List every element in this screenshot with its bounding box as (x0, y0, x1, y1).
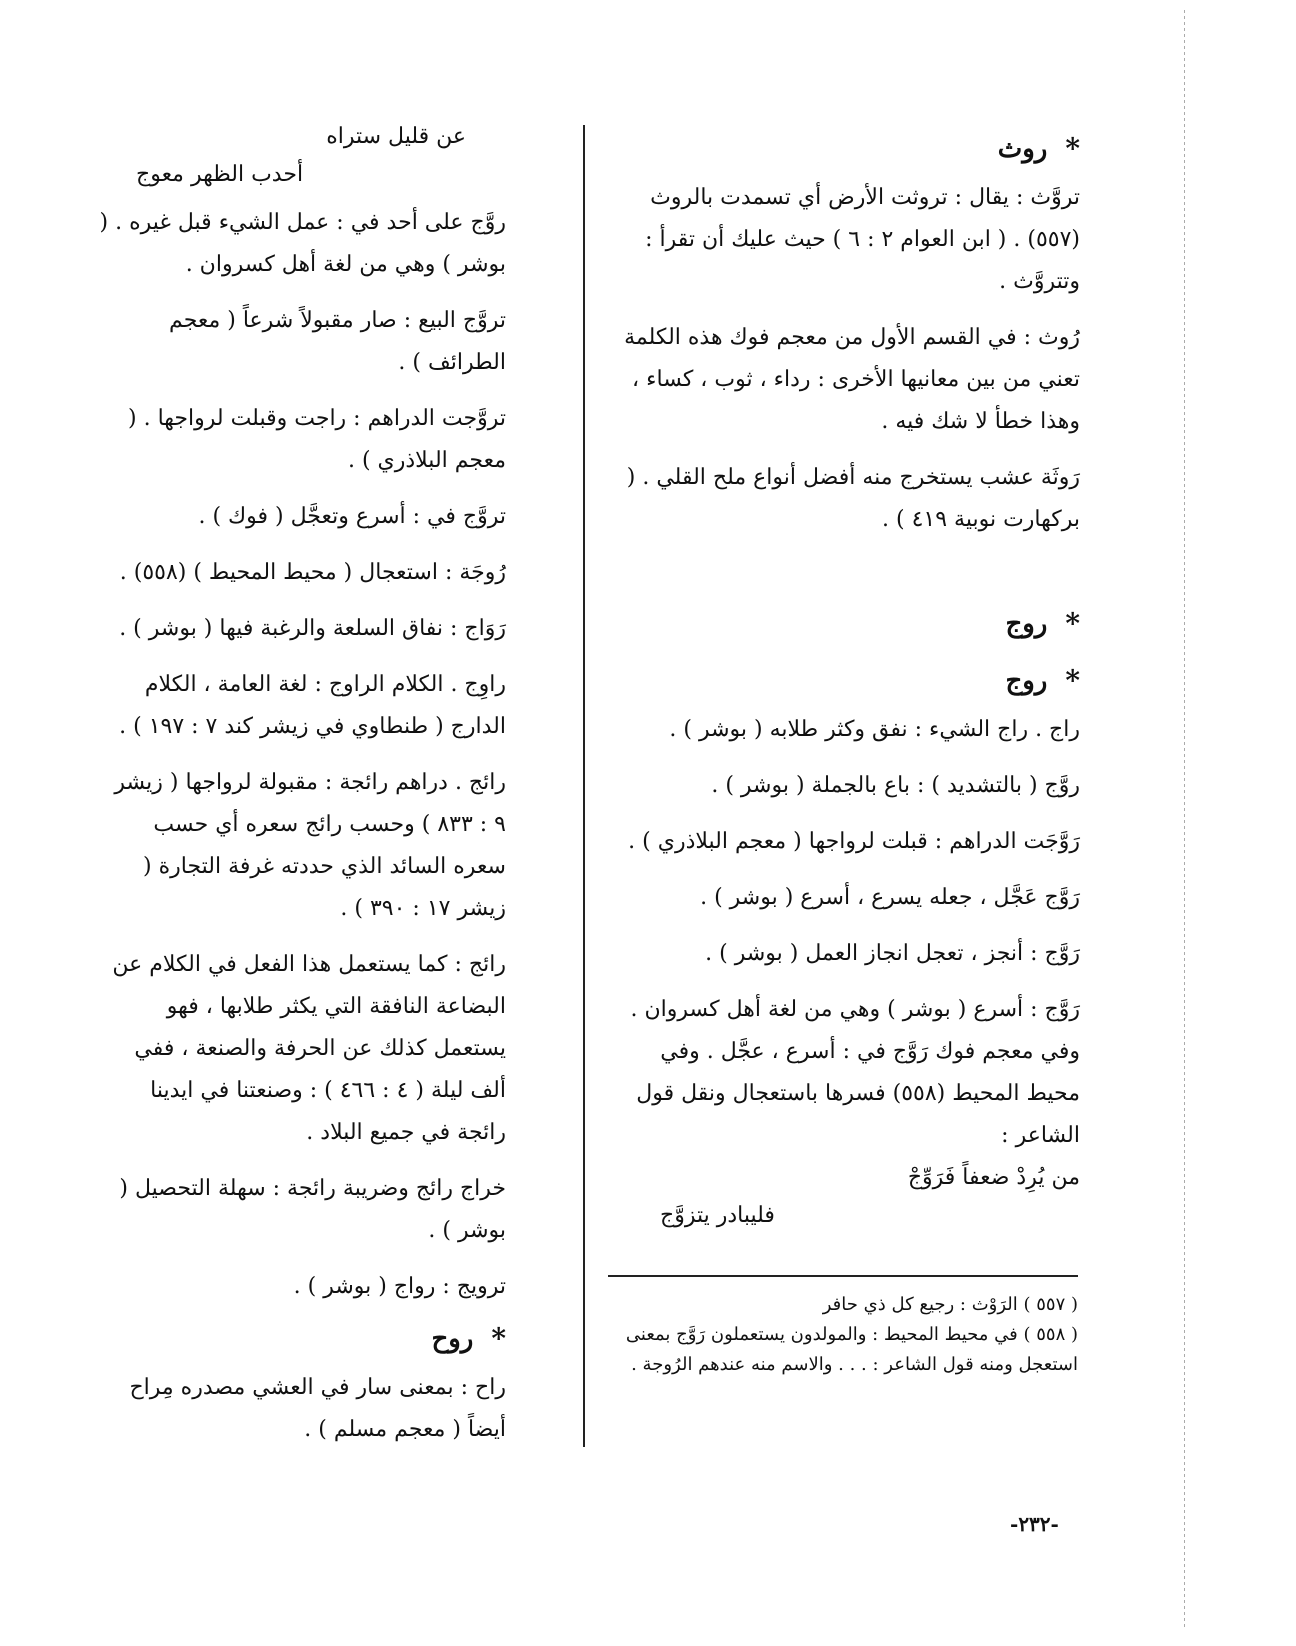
entry-paragraph: رَوَّج : أسرع ( بوشر ) وهي من لغة أهل كسروان . وفي معجم فوك رَوَّج في : أسرع ، عجَّل . وفي محيط المحيط (٥٥٨) فسرها باستعجال ونقل قول الشاعر : (630, 997, 1080, 1148)
entry-paragraph: رُوجَة : استعجال ( محيط المحيط ) (٥٥٨) . (119, 560, 506, 585)
left-column (96, 118, 506, 1465)
entry-paragraph: رَوَّج : أنجز ، تعجل انجاز العمل ( بوشر ) . (705, 941, 1080, 966)
entry-paragraph: رَوَاج : نفاق السلعة والرغبة فيها ( بوشر ) . (119, 616, 506, 641)
verse (96, 118, 506, 194)
root-heading (96, 1322, 506, 1355)
entry-paragraph: راح : بمعنى سار في العشي مصدره مِراح أيضاً ( معجم مسلم ) . (129, 1375, 506, 1442)
entry-paragraph: تروَّجت الدراهم : راجت وقبلت لرواجها . ( معجم البلاذري ) . (128, 406, 506, 473)
root-title: روج (1005, 608, 1048, 639)
entry-paragraph: راوِج . الكلام الراوج : لغة العامة ، الكلام الدارج ( طنطاوي في زيشر كند ٧ : ١٩٧ ) . (119, 672, 506, 739)
footnote-rule (608, 1275, 1078, 1277)
entry-paragraph: روَّج ( بالتشديد ) : باع بالجملة ( بوشر ) . (711, 773, 1080, 798)
asterisk-icon: * (1065, 132, 1080, 165)
asterisk-icon: * (491, 1322, 506, 1355)
entry-paragraph: تروَّث : يقال : تروثت الأرض أي تسمدت بالروث (٥٥٧) . ( ابن العوام ٢ : ٦ ) حيث عليك أن تقرأ : وتتروَّث . (645, 185, 1080, 294)
footnote: ( ٥٥٧ ) الرَوْث : رجيع كل ذي حافر (822, 1294, 1078, 1315)
entry-paragraph: تروَّج البيع : صار مقبولاً شرعاً ( معجم الطرائف ) . (169, 308, 506, 375)
verse-line: من يُرِدْ ضعفاً فَرَوِّجْ (907, 1165, 1080, 1190)
verse-line: عن قليل ستراه (326, 124, 466, 149)
right-column (620, 120, 1080, 1243)
entry-paragraph: رائج . دراهم رائجة : مقبولة لرواجها ( زيشر ٩ : ٨٣٣ ) وحسب رائج سعره أي حسب سعره السائد الذي حددته غرفة التجارة ( زيشر ١٧ : ٣٩٠ ) . (114, 770, 506, 921)
entry-paragraph: رَوَّج عَجَّل ، جعله يسرع ، أسرع ( بوشر ) . (700, 885, 1080, 910)
verse-line: فليبادر يتزوَّج (660, 1203, 775, 1228)
entry-paragraph: رَوثَة عشب يستخرج منه أفضل أنواع ملح القلي . ( بركهارت نوبية ٤١٩ ) . (626, 465, 1080, 532)
entry-paragraph: رائج : كما يستعمل هذا الفعل في الكلام عن البضاعة النافقة التي يكثر طلابها ، فهو يستعمل كذلك عن الحرفة والصنعة ، ففي ألف ليلة ( ٤ : ٤٦٦ ) : وصنعتنا في ايدينا رائجة في جميع البلاد . (112, 952, 506, 1145)
footnotes (608, 1290, 1078, 1380)
root-heading (620, 664, 1080, 697)
page-number: -٢٣٢- (1010, 1512, 1059, 1536)
entry-paragraph: خراج رائج وضريبة رائجة : سهلة التحصيل ( بوشر ) . (119, 1176, 506, 1243)
footnote: ( ٥٥٨ ) في محيط المحيط : والمولدون يستعملون رَوَّج بمعنى استعجل ومنه قول الشاعر : . . . والاسم منه عندهم الرُوجة . (625, 1324, 1078, 1375)
entry-paragraph: ترويج : رواج ( بوشر ) . (293, 1274, 506, 1299)
entry-paragraph: راج . راج الشيء : نفق وكثر طلابه ( بوشر ) . (669, 717, 1080, 742)
entry-paragraph: تروَّج في : أسرع وتعجَّل ( فوك ) . (198, 504, 506, 529)
asterisk-icon: * (1065, 664, 1080, 697)
root-title: روح (431, 1323, 474, 1354)
entry-paragraph: روَّج على أحد في : عمل الشيء قبل غيره . ( بوشر ) وهي من لغة أهل كسروان . (99, 210, 506, 277)
asterisk-icon: * (1065, 607, 1080, 640)
verse-line: أحدب الظهر معوج (136, 162, 304, 187)
root-heading (620, 607, 1080, 640)
root-title: روج (1005, 665, 1048, 696)
entry-paragraph: رُوث : في القسم الأول من معجم فوك هذه الكلمة تعني من بين معانيها الأخرى : رداء ، ثوب ، كساء ، وهذا خطأ لا شك فيه . (624, 325, 1080, 434)
root-heading (620, 132, 1080, 165)
root-title: روث (997, 133, 1048, 164)
verse (620, 1159, 1080, 1235)
column-divider (583, 125, 585, 1447)
scan-edge-line (1184, 10, 1185, 1630)
entry-paragraph: رَوَّجَت الدراهم : قبلت لرواجها ( معجم البلاذري ) . (628, 829, 1080, 854)
